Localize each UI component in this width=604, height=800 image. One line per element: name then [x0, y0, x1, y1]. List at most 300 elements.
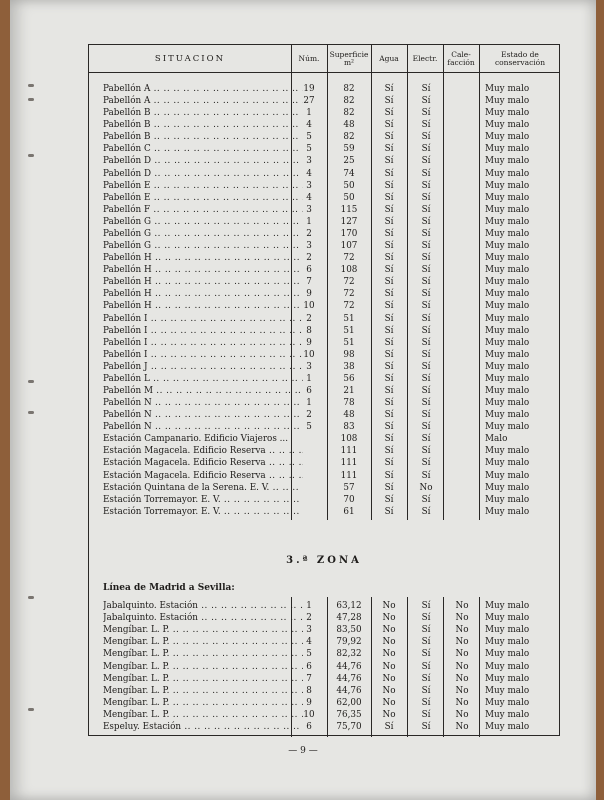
- table-row: [89, 361, 559, 373]
- row-agua: Sí: [384, 506, 394, 517]
- row-electr: Sí: [421, 216, 431, 227]
- row-electr: Sí: [421, 446, 431, 457]
- row-situacion: Estación Torremayor. E. V. .. ..: [103, 494, 303, 506]
- row-agua: No: [382, 601, 396, 611]
- row-electr: Sí: [421, 313, 431, 324]
- row-electr: Sí: [421, 96, 431, 107]
- row-agua: Sí: [384, 349, 394, 360]
- table-row: [89, 216, 559, 228]
- table-row: [89, 482, 559, 494]
- row-num: 4: [306, 637, 312, 648]
- row-calefaccion: No: [455, 637, 469, 648]
- row-superficie: 72: [343, 301, 355, 312]
- row-num: 10: [303, 301, 315, 312]
- row-electr: Sí: [421, 661, 431, 672]
- row-superficie: 44,76: [336, 661, 362, 672]
- row-superficie: 70: [343, 494, 355, 505]
- row-num: 5: [306, 144, 312, 155]
- row-num: 4: [306, 120, 312, 131]
- row-situacion: Estación Magacela. Edificio Reserva .. ..: [103, 470, 303, 482]
- row-electr: Sí: [421, 168, 431, 179]
- header-agua: Agua: [379, 53, 399, 63]
- row-agua: Sí: [384, 386, 394, 396]
- row-situacion: Pabellón D .. ..: [103, 168, 303, 180]
- row-agua: Sí: [384, 398, 394, 409]
- row-num: 6: [306, 265, 312, 276]
- row-superficie: 83: [343, 422, 355, 433]
- row-situacion: Pabellón G .. ..: [103, 240, 303, 252]
- row-num: 19: [303, 84, 315, 94]
- row-num: 2: [306, 253, 312, 264]
- row-num: 3: [306, 180, 312, 191]
- table-row: [89, 228, 559, 240]
- row-calefaccion: No: [455, 613, 469, 624]
- row-situacion: Pabellón L .. ..: [103, 373, 303, 385]
- row-superficie: 78: [343, 398, 355, 409]
- row-estado: Muy malo: [485, 253, 530, 264]
- row-electr: Sí: [421, 722, 431, 732]
- row-num: 8: [306, 325, 312, 336]
- row-agua: No: [382, 673, 396, 684]
- row-num: 6: [306, 386, 312, 396]
- row-situacion: Pabellón B .. ..: [103, 131, 303, 143]
- row-superficie: 83,50: [336, 625, 362, 636]
- row-superficie: 74: [343, 168, 355, 179]
- row-num: 4: [306, 192, 312, 203]
- row-agua: Sí: [384, 180, 394, 191]
- table-row: [89, 83, 559, 95]
- row-agua: No: [382, 637, 396, 648]
- row-estado: Muy malo: [485, 361, 530, 372]
- row-estado: Muy malo: [485, 168, 530, 179]
- row-superficie: 170: [340, 228, 358, 239]
- row-electr: Sí: [421, 601, 431, 611]
- row-calefaccion: No: [455, 673, 469, 684]
- row-electr: Sí: [421, 386, 431, 396]
- table-row: [89, 349, 559, 361]
- row-situacion: Pabellón I .. ..: [103, 337, 303, 349]
- row-situacion: Pabellón G .. ..: [103, 228, 303, 240]
- row-electr: Sí: [421, 277, 431, 288]
- row-electr: Sí: [421, 458, 431, 469]
- table-row: [89, 697, 559, 709]
- table-row: [89, 612, 559, 624]
- row-superficie: 50: [343, 180, 355, 191]
- row-num: 6: [306, 722, 312, 732]
- row-estado: Muy malo: [485, 204, 530, 215]
- row-superficie: 51: [343, 337, 355, 348]
- row-num: 10: [303, 349, 315, 360]
- row-electr: Sí: [421, 673, 431, 684]
- row-superficie: 111: [340, 446, 358, 457]
- table-row: [89, 300, 559, 312]
- row-num: 1: [306, 398, 312, 409]
- table-row: [89, 636, 559, 648]
- row-superficie: 72: [343, 253, 355, 264]
- row-superficie: 82: [343, 96, 355, 107]
- row-situacion: Mengíbar. L. P. .. ..: [103, 648, 303, 660]
- table-row: [89, 107, 559, 119]
- row-estado: Muy malo: [485, 277, 530, 288]
- page-number: — 9 —: [288, 746, 318, 756]
- row-num: 3: [306, 361, 312, 372]
- table-row: [89, 470, 559, 482]
- row-superficie: 56: [343, 373, 355, 384]
- row-num: 1: [306, 601, 312, 611]
- row-estado: Muy malo: [485, 613, 530, 624]
- row-num: 9: [306, 697, 312, 708]
- row-situacion: Estación Quintana de la Serena. E. V. .. ..: [103, 482, 303, 494]
- binding-hole: [28, 380, 34, 383]
- row-estado: Muy malo: [485, 132, 530, 143]
- row-estado: Muy malo: [485, 373, 530, 384]
- section-title: Línea de Madrid a Sevilla:: [103, 583, 235, 593]
- row-agua: Sí: [384, 446, 394, 457]
- table-row: [89, 180, 559, 192]
- row-agua: No: [382, 625, 396, 636]
- row-electr: Sí: [421, 422, 431, 433]
- row-superficie: 108: [340, 265, 358, 276]
- row-agua: Sí: [384, 722, 394, 732]
- row-situacion: Estación Magacela. Edificio Reserva .. ..: [103, 445, 303, 457]
- header-estado: Estado de conservación: [494, 49, 546, 67]
- row-electr: Sí: [421, 337, 431, 348]
- table-row: [89, 673, 559, 685]
- row-situacion: Pabellón E .. ..: [103, 180, 303, 192]
- row-situacion: Pabellón C .. ..: [103, 143, 303, 155]
- row-num: 9: [306, 289, 312, 300]
- row-estado: Muy malo: [485, 216, 530, 227]
- row-electr: Sí: [421, 253, 431, 264]
- table-row: [89, 95, 559, 107]
- row-num: 1: [306, 216, 312, 227]
- row-electr: Sí: [421, 637, 431, 648]
- row-electr: Sí: [421, 494, 431, 505]
- row-num: 5: [306, 422, 312, 433]
- table-row: [89, 709, 559, 721]
- row-num: 1: [306, 108, 312, 119]
- row-agua: Sí: [384, 458, 394, 469]
- row-estado: Muy malo: [485, 192, 530, 203]
- row-superficie: 76,35: [336, 709, 362, 720]
- row-situacion: Mengíbar. L. P. .. ..: [103, 673, 303, 685]
- row-estado: Muy malo: [485, 265, 530, 276]
- row-electr: Sí: [421, 228, 431, 239]
- table-row: [89, 385, 559, 397]
- row-electr: Sí: [421, 192, 431, 203]
- row-situacion: Pabellón E .. ..: [103, 192, 303, 204]
- row-estado: Muy malo: [485, 494, 530, 505]
- row-superficie: 82: [343, 108, 355, 119]
- row-situacion: Mengíbar. L. P. .. ..: [103, 697, 303, 709]
- table-row: [89, 325, 559, 337]
- row-superficie: 75,70: [336, 722, 362, 732]
- table-row: [89, 240, 559, 252]
- row-superficie: 82,32: [336, 649, 362, 660]
- row-num: 3: [306, 204, 312, 215]
- row-estado: Muy malo: [485, 228, 530, 239]
- table-row: [89, 131, 559, 143]
- row-situacion: Estación Torremayor. E. V. .. ..: [103, 506, 303, 518]
- row-electr: Sí: [421, 156, 431, 167]
- row-electr: Sí: [421, 625, 431, 636]
- row-situacion: Pabellón H .. ..: [103, 276, 303, 288]
- table-row: [89, 457, 559, 469]
- row-superficie: 82: [343, 84, 355, 94]
- row-electr: Sí: [421, 410, 431, 421]
- header-situacion: SITUACION: [154, 53, 226, 64]
- row-superficie: 63,12: [336, 601, 362, 611]
- row-calefaccion: No: [455, 625, 469, 636]
- row-situacion: Mengíbar. L. P. .. ..: [103, 661, 303, 673]
- row-agua: Sí: [384, 482, 394, 493]
- row-superficie: 57: [343, 482, 355, 493]
- row-electr: No: [419, 482, 433, 493]
- row-superficie: 98: [343, 349, 355, 360]
- row-electr: Sí: [421, 398, 431, 409]
- row-agua: Sí: [384, 253, 394, 264]
- binding-hole: [28, 154, 34, 157]
- row-agua: Sí: [384, 325, 394, 336]
- row-estado: Muy malo: [485, 325, 530, 336]
- binding-hole: [28, 84, 34, 87]
- row-superficie: 21: [343, 386, 355, 396]
- table-row: [89, 600, 559, 612]
- header-num: Núm.: [298, 53, 320, 63]
- row-estado: Muy malo: [485, 649, 530, 660]
- row-situacion: Estación Magacela. Edificio Reserva .. ..: [103, 457, 303, 469]
- row-superficie: 82: [343, 132, 355, 143]
- row-superficie: 111: [340, 470, 358, 481]
- row-estado: Muy malo: [485, 313, 530, 324]
- row-agua: Sí: [384, 470, 394, 481]
- row-agua: Sí: [384, 96, 394, 107]
- row-estado: Muy malo: [485, 422, 530, 433]
- row-situacion: Pabellón M .. ..: [103, 385, 303, 397]
- row-agua: Sí: [384, 434, 394, 445]
- row-calefaccion: No: [455, 709, 469, 720]
- row-situacion: Pabellón D .. ..: [103, 155, 303, 167]
- row-electr: Sí: [421, 685, 431, 696]
- row-superficie: 107: [340, 241, 358, 252]
- row-superficie: 111: [340, 458, 358, 469]
- row-situacion: Pabellón H .. ..: [103, 264, 303, 276]
- row-calefaccion: No: [455, 601, 469, 611]
- row-estado: Muy malo: [485, 337, 530, 348]
- row-estado: Muy malo: [485, 661, 530, 672]
- row-superficie: 59: [343, 144, 355, 155]
- row-electr: Sí: [421, 241, 431, 252]
- row-situacion: Pabellón G .. ..: [103, 216, 303, 228]
- row-superficie: 44,76: [336, 673, 362, 684]
- table-row: [89, 168, 559, 180]
- row-situacion: Estación Campanario. Edificio Viajeros ...: [103, 434, 289, 445]
- row-situacion: Jabalquinto. Estación .. ..: [103, 612, 303, 624]
- table-row: [89, 494, 559, 506]
- row-estado: Muy malo: [485, 241, 530, 252]
- row-num: 7: [306, 673, 312, 684]
- row-situacion: Pabellón H .. ..: [103, 300, 303, 312]
- row-situacion: Pabellón N .. ..: [103, 397, 303, 409]
- row-situacion: Pabellón H .. ..: [103, 252, 303, 264]
- table-row: [89, 313, 559, 325]
- row-estado: Muy malo: [485, 96, 530, 107]
- table-row: [89, 119, 559, 131]
- row-num: 9: [306, 337, 312, 348]
- row-situacion: Mengíbar. L. P. .. ..: [103, 624, 303, 636]
- row-electr: Sí: [421, 613, 431, 624]
- table-row: [89, 624, 559, 636]
- row-estado: Muy malo: [485, 637, 530, 648]
- zone-title: 3.ª ZONA: [286, 555, 362, 566]
- row-agua: No: [382, 697, 396, 708]
- header-electr: Electr.: [412, 53, 438, 63]
- row-superficie: 25: [343, 156, 355, 167]
- row-electr: Sí: [421, 649, 431, 660]
- row-electr: Sí: [421, 697, 431, 708]
- table-row: [89, 397, 559, 409]
- row-electr: Sí: [421, 709, 431, 720]
- table-row: [89, 204, 559, 216]
- row-situacion: Pabellón B .. ..: [103, 119, 303, 131]
- row-electr: Sí: [421, 434, 431, 445]
- row-superficie: 108: [340, 434, 358, 445]
- binding-hole: [28, 98, 34, 101]
- table-row: [89, 288, 559, 300]
- row-calefaccion: No: [455, 649, 469, 660]
- row-agua: Sí: [384, 422, 394, 433]
- row-agua: Sí: [384, 156, 394, 167]
- row-agua: Sí: [384, 204, 394, 215]
- row-superficie: 61: [343, 506, 355, 517]
- row-estado: Muy malo: [485, 144, 530, 155]
- row-calefaccion: No: [455, 722, 469, 732]
- table-row: [89, 648, 559, 660]
- row-superficie: 72: [343, 277, 355, 288]
- row-electr: Sí: [421, 361, 431, 372]
- row-num: 8: [306, 685, 312, 696]
- binding-hole: [28, 596, 34, 599]
- inventory-table: [88, 44, 560, 736]
- row-estado: Muy malo: [485, 458, 530, 469]
- row-electr: Sí: [421, 506, 431, 517]
- row-situacion: Pabellón B .. ..: [103, 107, 303, 119]
- row-agua: Sí: [384, 494, 394, 505]
- row-estado: Muy malo: [485, 349, 530, 360]
- table-row: [89, 721, 559, 733]
- row-situacion: Pabellón J .. ..: [103, 361, 303, 373]
- row-electr: Sí: [421, 180, 431, 191]
- row-agua: Sí: [384, 289, 394, 300]
- binding-hole: [28, 708, 34, 711]
- row-agua: No: [382, 649, 396, 660]
- row-electr: Sí: [421, 470, 431, 481]
- row-estado: Muy malo: [485, 601, 530, 611]
- row-situacion: Pabellón I .. ..: [103, 349, 303, 361]
- row-agua: Sí: [384, 192, 394, 203]
- row-estado: Muy malo: [485, 180, 530, 191]
- table-row: [89, 143, 559, 155]
- row-estado: Muy malo: [485, 685, 530, 696]
- row-situacion: Pabellón N .. ..: [103, 421, 303, 433]
- row-situacion: Pabellón A .. ..: [103, 83, 303, 95]
- row-situacion: Pabellón N .. ..: [103, 409, 303, 421]
- row-num: 2: [306, 410, 312, 421]
- row-agua: Sí: [384, 277, 394, 288]
- row-agua: Sí: [384, 373, 394, 384]
- row-electr: Sí: [421, 120, 431, 131]
- row-num: 3: [306, 625, 312, 636]
- row-superficie: 48: [343, 120, 355, 131]
- row-estado: Muy malo: [485, 673, 530, 684]
- row-superficie: 62,00: [336, 697, 362, 708]
- row-num: 10: [303, 709, 315, 720]
- row-agua: Sí: [384, 313, 394, 324]
- row-electr: Sí: [421, 108, 431, 119]
- row-agua: No: [382, 613, 396, 624]
- row-estado: Muy malo: [485, 108, 530, 119]
- row-superficie: 47,28: [336, 613, 362, 624]
- row-num: 3: [306, 156, 312, 167]
- row-superficie: 48: [343, 410, 355, 421]
- row-agua: Sí: [384, 410, 394, 421]
- row-estado: Muy malo: [485, 506, 530, 517]
- row-estado: Muy malo: [485, 709, 530, 720]
- row-electr: Sí: [421, 325, 431, 336]
- row-electr: Sí: [421, 144, 431, 155]
- row-calefaccion: No: [455, 685, 469, 696]
- row-agua: Sí: [384, 168, 394, 179]
- row-superficie: 51: [343, 313, 355, 324]
- row-electr: Sí: [421, 349, 431, 360]
- row-superficie: 50: [343, 192, 355, 203]
- row-situacion: Mengíbar. L. P. .. ..: [103, 685, 303, 697]
- row-num: 7: [306, 277, 312, 288]
- row-estado: Muy malo: [485, 289, 530, 300]
- row-num: 2: [306, 613, 312, 624]
- row-agua: Sí: [384, 265, 394, 276]
- row-situacion: Pabellón A .. ..: [103, 95, 303, 107]
- row-estado: Muy malo: [485, 722, 530, 732]
- row-agua: Sí: [384, 361, 394, 372]
- row-agua: Sí: [384, 84, 394, 94]
- row-agua: Sí: [384, 108, 394, 119]
- row-agua: Sí: [384, 120, 394, 131]
- row-num: 4: [306, 168, 312, 179]
- row-num: 27: [303, 96, 315, 107]
- binding-hole: [28, 411, 34, 414]
- row-num: 5: [306, 649, 312, 660]
- table-row: [89, 192, 559, 204]
- row-superficie: 127: [340, 216, 358, 227]
- table-row: [89, 264, 559, 276]
- row-electr: Sí: [421, 265, 431, 276]
- row-superficie: 79,92: [336, 637, 362, 648]
- row-num: 5: [306, 132, 312, 143]
- row-agua: Sí: [384, 301, 394, 312]
- row-estado: Muy malo: [485, 482, 530, 493]
- row-situacion: Mengíbar. L. P. .. ..: [103, 709, 303, 721]
- row-num: 3: [306, 241, 312, 252]
- table-row: [89, 433, 559, 445]
- row-estado: Muy malo: [485, 410, 530, 421]
- row-agua: No: [382, 685, 396, 696]
- row-calefaccion: No: [455, 661, 469, 672]
- row-estado: Malo: [485, 434, 508, 445]
- row-electr: Sí: [421, 301, 431, 312]
- header-calefaccion: Cale- facción: [447, 49, 475, 67]
- row-situacion: Espeluy. Estación .. ..: [103, 721, 303, 733]
